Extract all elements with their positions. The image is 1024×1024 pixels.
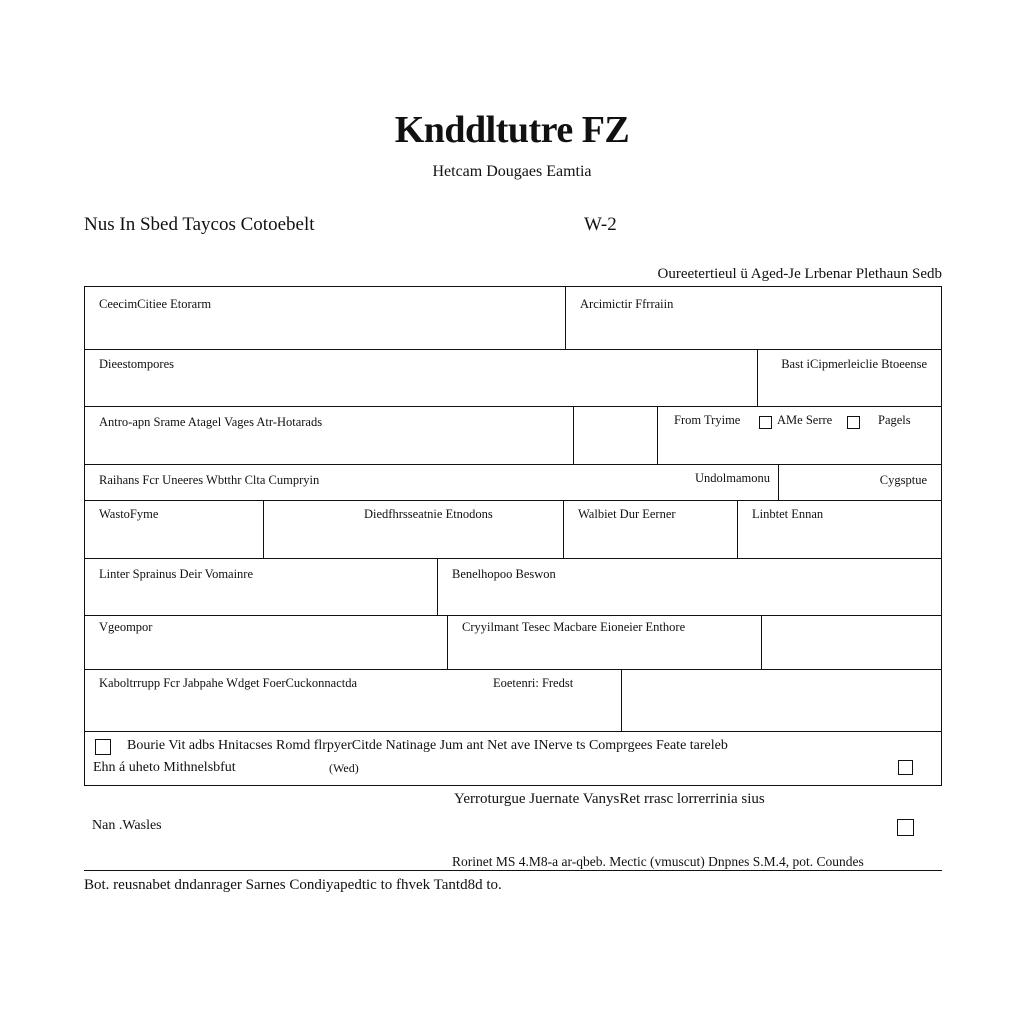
field-r3-b xyxy=(657,407,943,464)
footer-line: Rorinet MS 4.M8-a ar-qbeb. Mectic (vmuscut) Dnpnes S.M.4, pot. Coundes xyxy=(452,854,864,869)
field-r6-a[interactable] xyxy=(85,559,437,615)
form-row-9 xyxy=(85,731,941,784)
field-r7-b[interactable] xyxy=(447,616,761,669)
form-row-4 xyxy=(85,464,941,500)
field-label: Arcimictir Ffrraiin xyxy=(580,297,674,311)
field-label: Linter Sprainus Deir Vomainre xyxy=(99,567,254,581)
verification-statement: Yerroturgue Juernate VanysRet rrasc lorrerrinia sius xyxy=(454,791,765,807)
field-label: Eoetenri: Fredst xyxy=(493,676,574,690)
form-row-1 xyxy=(85,287,941,349)
field-r8-b[interactable] xyxy=(621,670,943,731)
field-label: Raihans Fcr Uneeres Wbtthr Clta Cumpryin xyxy=(99,473,320,487)
bottom-note: Bot. reusnabet dndanrager Sarnes Condiyapedtic to fhvek Tantd8d to. xyxy=(84,877,502,893)
field-label: Linbtet Ennan xyxy=(752,507,824,521)
field-label: Benelhopoo Beswon xyxy=(452,567,556,581)
field-r7-a[interactable] xyxy=(85,616,447,669)
field-r9-line2: Ehn á uheto Mithnelsbfut xyxy=(93,760,236,775)
top-right-caption: Oureetertieul ü Aged-Je Lrbenar Plethaun Sedb xyxy=(657,266,942,282)
field-label: Vgeompor xyxy=(99,620,153,634)
field-r1-b[interactable] xyxy=(565,287,943,349)
form-row-5 xyxy=(85,500,941,558)
field-r5-c[interactable] xyxy=(563,501,737,558)
field-r6-b[interactable] xyxy=(437,559,943,615)
field-r4-c[interactable] xyxy=(778,465,943,500)
checkbox-1[interactable] xyxy=(759,413,772,431)
checkbox-2[interactable] xyxy=(847,413,860,431)
field-label: Dieestompores xyxy=(99,357,174,371)
checkbox-4[interactable] xyxy=(898,758,913,776)
field-r3-blank[interactable] xyxy=(573,407,657,464)
footer-rule xyxy=(84,870,942,871)
field-label: Kaboltrrupp Fcr Jabpahe Wdget FoerCuckonnactda xyxy=(99,676,358,690)
field-r9-line1: Bourie Vit adbs Hnitacses Romd flrpyerCitde Natinage Jum ant Net ave INerve ts Comprgees Feate tareleb xyxy=(127,738,728,753)
field-label: Undolmamonu xyxy=(695,471,770,485)
field-label: Diedfhrsseatnie Etnodons xyxy=(364,507,493,521)
field-label: Bast iCipmerleiclie Btoeense xyxy=(781,357,927,371)
field-label: Walbiet Dur Eerner xyxy=(578,507,676,521)
field-r3-a[interactable] xyxy=(85,407,573,464)
field-label: Cygsptue xyxy=(879,473,927,487)
field-r9-note: (Wed) xyxy=(329,761,359,775)
checkbox-3[interactable] xyxy=(95,738,111,756)
field-label: Antro-apn Srame Atagel Vages Atr-Hotarads xyxy=(99,415,323,429)
field-r2-b[interactable] xyxy=(757,350,943,406)
field-r9 xyxy=(85,732,943,784)
field-r5-b[interactable] xyxy=(263,501,563,558)
name-label: Nan .Wasles xyxy=(92,818,162,833)
field-label: CeecimCitiee Etorarm xyxy=(99,297,212,311)
form-row-2 xyxy=(85,349,941,406)
checkbox-1-label: AMe Serre xyxy=(777,413,833,427)
field-r2-a[interactable] xyxy=(85,350,757,406)
form-code: W-2 xyxy=(584,214,617,235)
form-row-6 xyxy=(85,558,941,615)
form-row-8 xyxy=(85,669,941,731)
field-label: WastoFyme xyxy=(99,507,159,521)
field-r1-a[interactable] xyxy=(85,287,565,349)
form-title: Knddltutre FZ xyxy=(394,109,630,151)
field-r5-d[interactable] xyxy=(737,501,943,558)
form-row-7 xyxy=(85,615,941,669)
field-r7-c[interactable] xyxy=(761,616,943,669)
field-label: Pagels xyxy=(878,413,911,427)
form-heading: Nus In Sbed Taycos Cotoebelt xyxy=(84,214,315,235)
form-row-3 xyxy=(85,406,941,464)
form-subtitle: Hetcam Dougaes Eamtia xyxy=(432,163,592,180)
field-r8-a[interactable] xyxy=(85,670,621,731)
form-grid xyxy=(84,286,942,786)
field-r5-a[interactable] xyxy=(85,501,263,558)
field-r4-a[interactable] xyxy=(85,465,778,500)
field-label: Cryyilmant Tesec Macbare Eioneier Enthore xyxy=(462,620,686,634)
field-label: From Tryime xyxy=(674,413,741,427)
checkbox-5[interactable] xyxy=(897,818,914,836)
